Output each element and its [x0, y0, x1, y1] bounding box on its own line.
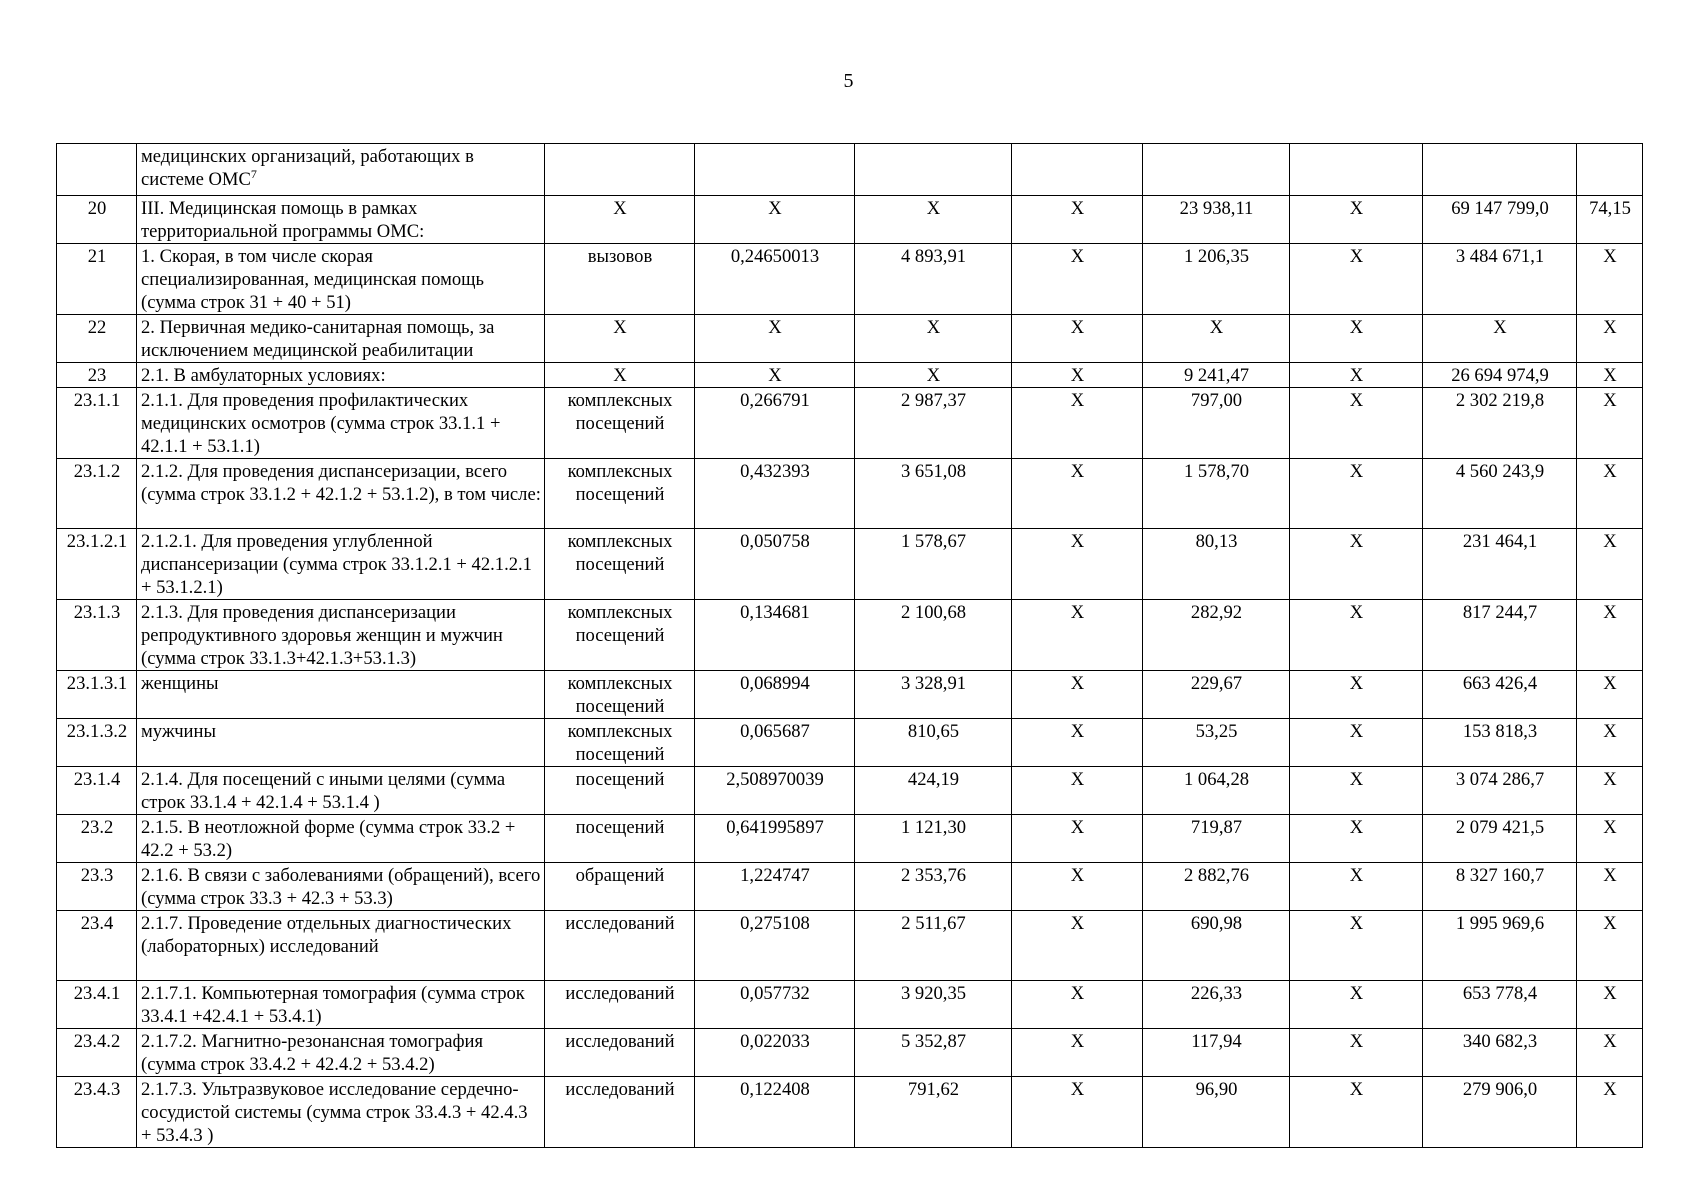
value-cell: X: [1012, 529, 1143, 600]
value-cell: [1012, 144, 1143, 196]
value-cell: X: [1290, 529, 1423, 600]
value-cell: 2 511,67: [855, 911, 1012, 981]
value-cell: X: [1577, 863, 1643, 911]
value-cell: X: [1012, 388, 1143, 459]
row-name-cell: 2.1.4. Для посещений с иными целями (сумма строк 33.1.4 + 42.1.4 + 53.1.4 ): [137, 767, 545, 815]
row-number-cell: 23.3: [57, 863, 137, 911]
row-number-cell: 21: [57, 244, 137, 315]
value-cell: X: [1290, 459, 1423, 529]
value-cell: 4 560 243,9: [1423, 459, 1577, 529]
row-number-cell: 20: [57, 196, 137, 244]
table-body: [57, 144, 1643, 1148]
row-number-cell: 23.4.2: [57, 1029, 137, 1077]
value-cell: [1423, 144, 1577, 196]
value-cell: X: [1290, 767, 1423, 815]
row-name-cell: 2.1.7.3. Ультразвуковое исследование сердечно-сосудистой системы (сумма строк 33.4.3 + 42.4.3 + 53.4.3 ): [137, 1077, 545, 1148]
value-cell: X: [1290, 600, 1423, 671]
value-cell: 0,275108: [695, 911, 855, 981]
value-cell: X: [1290, 981, 1423, 1029]
value-cell: 0,432393: [695, 459, 855, 529]
value-cell: 0,057732: [695, 981, 855, 1029]
value-cell: X: [1012, 1077, 1143, 1148]
row-number-cell: 23.4.1: [57, 981, 137, 1029]
unit-cell: комплексных посещений: [545, 719, 695, 767]
row-number-cell: 23.1.3.2: [57, 719, 137, 767]
row-number-cell: 23.2: [57, 815, 137, 863]
value-cell: 231 464,1: [1423, 529, 1577, 600]
value-cell: X: [1290, 1029, 1423, 1077]
value-cell: X: [1290, 719, 1423, 767]
row-name-cell: 1. Скорая, в том числе скорая специализированная, медицинская помощь (сумма строк 31 + 40 + 51): [137, 244, 545, 315]
value-cell: X: [1290, 1077, 1423, 1148]
table-row: [57, 529, 1643, 600]
value-cell: X: [1290, 863, 1423, 911]
unit-cell: комплексных посещений: [545, 600, 695, 671]
row-name-cell: 2.1.7.1. Компьютерная томография (сумма строк 33.4.1 +42.4.1 + 53.4.1): [137, 981, 545, 1029]
value-cell: X: [1012, 600, 1143, 671]
table-row: [57, 600, 1643, 671]
value-cell: 1 206,35: [1143, 244, 1290, 315]
row-name-cell: 2.1.1. Для проведения профилактических медицинских осмотров (сумма строк 33.1.1 + 42.1.1 + 53.1.1): [137, 388, 545, 459]
table-row: [57, 767, 1643, 815]
table-row: [57, 863, 1643, 911]
value-cell: 2,508970039: [695, 767, 855, 815]
value-cell: 153 818,3: [1423, 719, 1577, 767]
unit-cell: X: [545, 363, 695, 388]
value-cell: 0,068994: [695, 671, 855, 719]
value-cell: [1143, 144, 1290, 196]
table-row: [57, 244, 1643, 315]
row-number-cell: [57, 144, 137, 196]
value-cell: X: [1577, 981, 1643, 1029]
row-name-cell: 2.1.2.1. Для проведения углубленной диспансеризации (сумма строк 33.1.2.1 + 42.1.2.1 + 53.1.2.1): [137, 529, 545, 600]
unit-cell: комплексных посещений: [545, 459, 695, 529]
value-cell: 1,224747: [695, 863, 855, 911]
row-number-cell: 23.1.2: [57, 459, 137, 529]
row-name-cell: 2.1. В амбулаторных условиях:: [137, 363, 545, 388]
unit-cell: посещений: [545, 767, 695, 815]
unit-cell: исследований: [545, 981, 695, 1029]
row-name-text: медицинских организаций, работающих в системе ОМС: [141, 146, 474, 190]
value-cell: 117,94: [1143, 1029, 1290, 1077]
unit-cell: исследований: [545, 1077, 695, 1148]
value-cell: X: [1577, 244, 1643, 315]
row-name-cell: 2.1.3. Для проведения диспансеризации репродуктивного здоровья женщин и мужчин (сумма строк 33.1.3+42.1.3+53.1.3): [137, 600, 545, 671]
value-cell: 0,134681: [695, 600, 855, 671]
value-cell: X: [695, 315, 855, 363]
value-cell: 96,90: [1143, 1077, 1290, 1148]
value-cell: X: [1290, 244, 1423, 315]
value-cell: X: [1012, 244, 1143, 315]
table-row: [57, 911, 1643, 981]
value-cell: 2 882,76: [1143, 863, 1290, 911]
table-row: [57, 196, 1643, 244]
value-cell: X: [1012, 911, 1143, 981]
value-cell: X: [1577, 1029, 1643, 1077]
unit-cell: комплексных посещений: [545, 671, 695, 719]
value-cell: X: [1577, 719, 1643, 767]
value-cell: X: [1577, 315, 1643, 363]
value-cell: 0,641995897: [695, 815, 855, 863]
value-cell: 0,050758: [695, 529, 855, 600]
value-cell: 791,62: [855, 1077, 1012, 1148]
value-cell: X: [1290, 315, 1423, 363]
value-cell: [1290, 144, 1423, 196]
value-cell: X: [1012, 315, 1143, 363]
value-cell: X: [1577, 815, 1643, 863]
value-cell: X: [1012, 719, 1143, 767]
row-name-cell: 2.1.7.2. Магнитно-резонансная томография (сумма строк 33.4.2 + 42.4.2 + 53.4.2): [137, 1029, 545, 1077]
value-cell: 797,00: [1143, 388, 1290, 459]
value-cell: X: [1577, 1077, 1643, 1148]
value-cell: 1 064,28: [1143, 767, 1290, 815]
value-cell: 229,67: [1143, 671, 1290, 719]
financing-table: [56, 143, 1643, 1148]
unit-cell: обращений: [545, 863, 695, 911]
value-cell: 0,122408: [695, 1077, 855, 1148]
value-cell: 282,92: [1143, 600, 1290, 671]
value-cell: 5 352,87: [855, 1029, 1012, 1077]
value-cell: 1 578,70: [1143, 459, 1290, 529]
row-name-cell: 2.1.6. В связи с заболеваниями (обращений), всего (сумма строк 33.3 + 42.3 + 53.3): [137, 863, 545, 911]
value-cell: 690,98: [1143, 911, 1290, 981]
table-row: [57, 981, 1643, 1029]
value-cell: 26 694 974,9: [1423, 363, 1577, 388]
value-cell: X: [855, 196, 1012, 244]
value-cell: 0,24650013: [695, 244, 855, 315]
row-name-cell: женщины: [137, 671, 545, 719]
unit-cell: комплексных посещений: [545, 388, 695, 459]
value-cell: X: [1577, 363, 1643, 388]
value-cell: 810,65: [855, 719, 1012, 767]
value-cell: 2 987,37: [855, 388, 1012, 459]
row-name-cell: [137, 144, 545, 196]
value-cell: 1 121,30: [855, 815, 1012, 863]
value-cell: X: [1577, 671, 1643, 719]
row-name-cell: мужчины: [137, 719, 545, 767]
value-cell: 80,13: [1143, 529, 1290, 600]
table-row: [57, 671, 1643, 719]
value-cell: 653 778,4: [1423, 981, 1577, 1029]
value-cell: X: [855, 315, 1012, 363]
row-name-cell: 2.1.7. Проведение отдельных диагностических (лабораторных) исследований: [137, 911, 545, 981]
unit-cell: исследований: [545, 911, 695, 981]
value-cell: 0,022033: [695, 1029, 855, 1077]
value-cell: X: [1012, 815, 1143, 863]
unit-cell: комплексных посещений: [545, 529, 695, 600]
value-cell: X: [695, 363, 855, 388]
unit-cell: посещений: [545, 815, 695, 863]
value-cell: 23 938,11: [1143, 196, 1290, 244]
value-cell: X: [1012, 196, 1143, 244]
table-row: [57, 1077, 1643, 1148]
value-cell: X: [1143, 315, 1290, 363]
value-cell: X: [1423, 315, 1577, 363]
unit-cell: X: [545, 315, 695, 363]
value-cell: 4 893,91: [855, 244, 1012, 315]
value-cell: X: [1577, 459, 1643, 529]
value-cell: 0,065687: [695, 719, 855, 767]
table-row: [57, 815, 1643, 863]
value-cell: [1577, 144, 1643, 196]
row-number-cell: 23: [57, 363, 137, 388]
value-cell: 719,87: [1143, 815, 1290, 863]
value-cell: [695, 144, 855, 196]
value-cell: X: [1577, 767, 1643, 815]
row-number-cell: 22: [57, 315, 137, 363]
value-cell: 69 147 799,0: [1423, 196, 1577, 244]
value-cell: 53,25: [1143, 719, 1290, 767]
value-cell: X: [695, 196, 855, 244]
row-name-cell: III. Медицинская помощь в рамках территориальной программы ОМС:: [137, 196, 545, 244]
table-row: [57, 719, 1643, 767]
value-cell: X: [1012, 981, 1143, 1029]
table-row: [57, 459, 1643, 529]
table-row: [57, 315, 1643, 363]
value-cell: 817 244,7: [1423, 600, 1577, 671]
value-cell: 0,266791: [695, 388, 855, 459]
value-cell: X: [1290, 196, 1423, 244]
value-cell: 9 241,47: [1143, 363, 1290, 388]
table-row: [57, 363, 1643, 388]
value-cell: X: [1012, 863, 1143, 911]
row-number-cell: 23.1.1: [57, 388, 137, 459]
value-cell: 1 578,67: [855, 529, 1012, 600]
value-cell: 3 328,91: [855, 671, 1012, 719]
footnote-marker: 7: [250, 167, 257, 181]
value-cell: 3 484 671,1: [1423, 244, 1577, 315]
value-cell: 663 426,4: [1423, 671, 1577, 719]
value-cell: X: [1012, 363, 1143, 388]
table-row: [57, 1029, 1643, 1077]
value-cell: X: [1290, 388, 1423, 459]
value-cell: 2 079 421,5: [1423, 815, 1577, 863]
value-cell: X: [1012, 1029, 1143, 1077]
value-cell: 74,15: [1577, 196, 1643, 244]
row-name-cell: 2.1.5. В неотложной форме (сумма строк 33.2 + 42.2 + 53.2): [137, 815, 545, 863]
value-cell: 3 920,35: [855, 981, 1012, 1029]
unit-cell: исследований: [545, 1029, 695, 1077]
row-number-cell: 23.1.3.1: [57, 671, 137, 719]
value-cell: 3 074 286,7: [1423, 767, 1577, 815]
value-cell: 2 100,68: [855, 600, 1012, 671]
value-cell: X: [1290, 911, 1423, 981]
unit-cell: [545, 144, 695, 196]
value-cell: X: [1577, 529, 1643, 600]
table-row: [57, 388, 1643, 459]
value-cell: 8 327 160,7: [1423, 863, 1577, 911]
row-number-cell: 23.4: [57, 911, 137, 981]
row-name-cell: 2. Первичная медико-санитарная помощь, за исключением медицинской реабилитации: [137, 315, 545, 363]
row-name-cell: 2.1.2. Для проведения диспансеризации, всего (сумма строк 33.1.2 + 42.1.2 + 53.1.2), в том числе:: [137, 459, 545, 529]
value-cell: 424,19: [855, 767, 1012, 815]
value-cell: X: [1012, 671, 1143, 719]
value-cell: 279 906,0: [1423, 1077, 1577, 1148]
value-cell: X: [1290, 815, 1423, 863]
unit-cell: вызовов: [545, 244, 695, 315]
value-cell: 2 302 219,8: [1423, 388, 1577, 459]
value-cell: X: [1577, 600, 1643, 671]
row-number-cell: 23.1.3: [57, 600, 137, 671]
value-cell: X: [1012, 767, 1143, 815]
unit-cell: X: [545, 196, 695, 244]
value-cell: X: [855, 363, 1012, 388]
value-cell: X: [1012, 459, 1143, 529]
value-cell: X: [1290, 363, 1423, 388]
value-cell: X: [1577, 388, 1643, 459]
value-cell: [855, 144, 1012, 196]
table-row-continuation: [57, 144, 1643, 196]
value-cell: 226,33: [1143, 981, 1290, 1029]
value-cell: X: [1577, 911, 1643, 981]
row-number-cell: 23.1.4: [57, 767, 137, 815]
row-number-cell: 23.4.3: [57, 1077, 137, 1148]
value-cell: 340 682,3: [1423, 1029, 1577, 1077]
row-number-cell: 23.1.2.1: [57, 529, 137, 600]
value-cell: 3 651,08: [855, 459, 1012, 529]
value-cell: X: [1290, 671, 1423, 719]
value-cell: 2 353,76: [855, 863, 1012, 911]
value-cell: 1 995 969,6: [1423, 911, 1577, 981]
page-number: 5: [843, 70, 854, 92]
